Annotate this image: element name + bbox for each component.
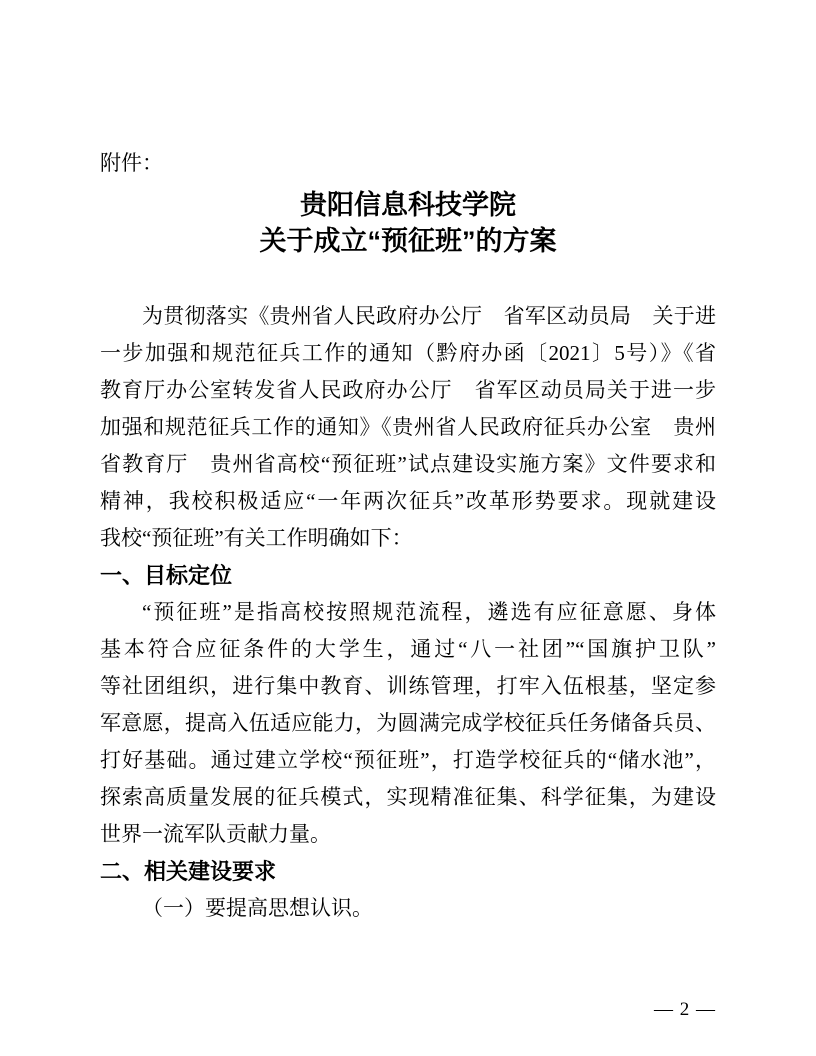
- paragraph-line: 精神，我校积极适应“一年两次征兵”改革形势要求。现就建设: [100, 489, 716, 513]
- page-number: — 2 —: [654, 999, 716, 1020]
- document-title-line2: 关于成立“预征班”的方案: [259, 226, 557, 256]
- attachment-label: 附件：: [100, 151, 163, 175]
- paragraph-line: 省教育厅 贵州省高校“预征班”试点建设实施方案》文件要求和: [100, 452, 716, 476]
- paragraph-line: 一步加强和规范征兵工作的通知（黔府办函〔2021〕5号）》《省: [100, 341, 716, 365]
- document-body: [100, 298, 716, 927]
- paragraph-2: [100, 594, 716, 853]
- paragraph-line: 基本符合应征条件的大学生，通过“八一社团”“国旗护卫队”: [100, 637, 716, 661]
- paragraph-line: 教育厅办公室转发省人民政府办公厅 省军区动员局关于进一步: [100, 378, 716, 402]
- paragraph-line: 军意愿，提高入伍适应能力，为圆满完成学校征兵任务储备兵员、: [100, 711, 716, 735]
- document-content: [100, 0, 716, 927]
- subsection-heading-1: （一）要提高思想认识。: [142, 896, 373, 920]
- section-heading-1: 一、目标定位: [100, 563, 233, 588]
- paragraph-line: 我校“预征班”有关工作明确如下：: [100, 526, 413, 550]
- paragraph-1: [100, 298, 716, 557]
- section-heading-2: 二、相关建设要求: [100, 859, 277, 884]
- paragraph-line: 探索高质量发展的征兵模式，实现精准征集、科学征集，为建设: [100, 785, 716, 809]
- paragraph-line: 等社团组织，进行集中教育、训练管理，打牢入伍根基，坚定参: [100, 674, 716, 698]
- paragraph-line: “预征班”是指高校按照规范流程，遴选有应征意愿、身体: [142, 600, 716, 624]
- document-title-line1: 贵阳信息科技学院: [300, 190, 516, 220]
- paragraph-line: 打好基础。通过建立学校“预征班”，打造学校征兵的“储水池”，: [100, 748, 716, 772]
- paragraph-line: 世界一流军队贡献力量。: [100, 822, 331, 846]
- paragraph-line: 加强和规范征兵工作的通知》《贵州省人民政府征兵办公室 贵州: [100, 415, 716, 439]
- paragraph-line: 为贯彻落实《贵州省人民政府办公厅 省军区动员局 关于进: [142, 304, 716, 328]
